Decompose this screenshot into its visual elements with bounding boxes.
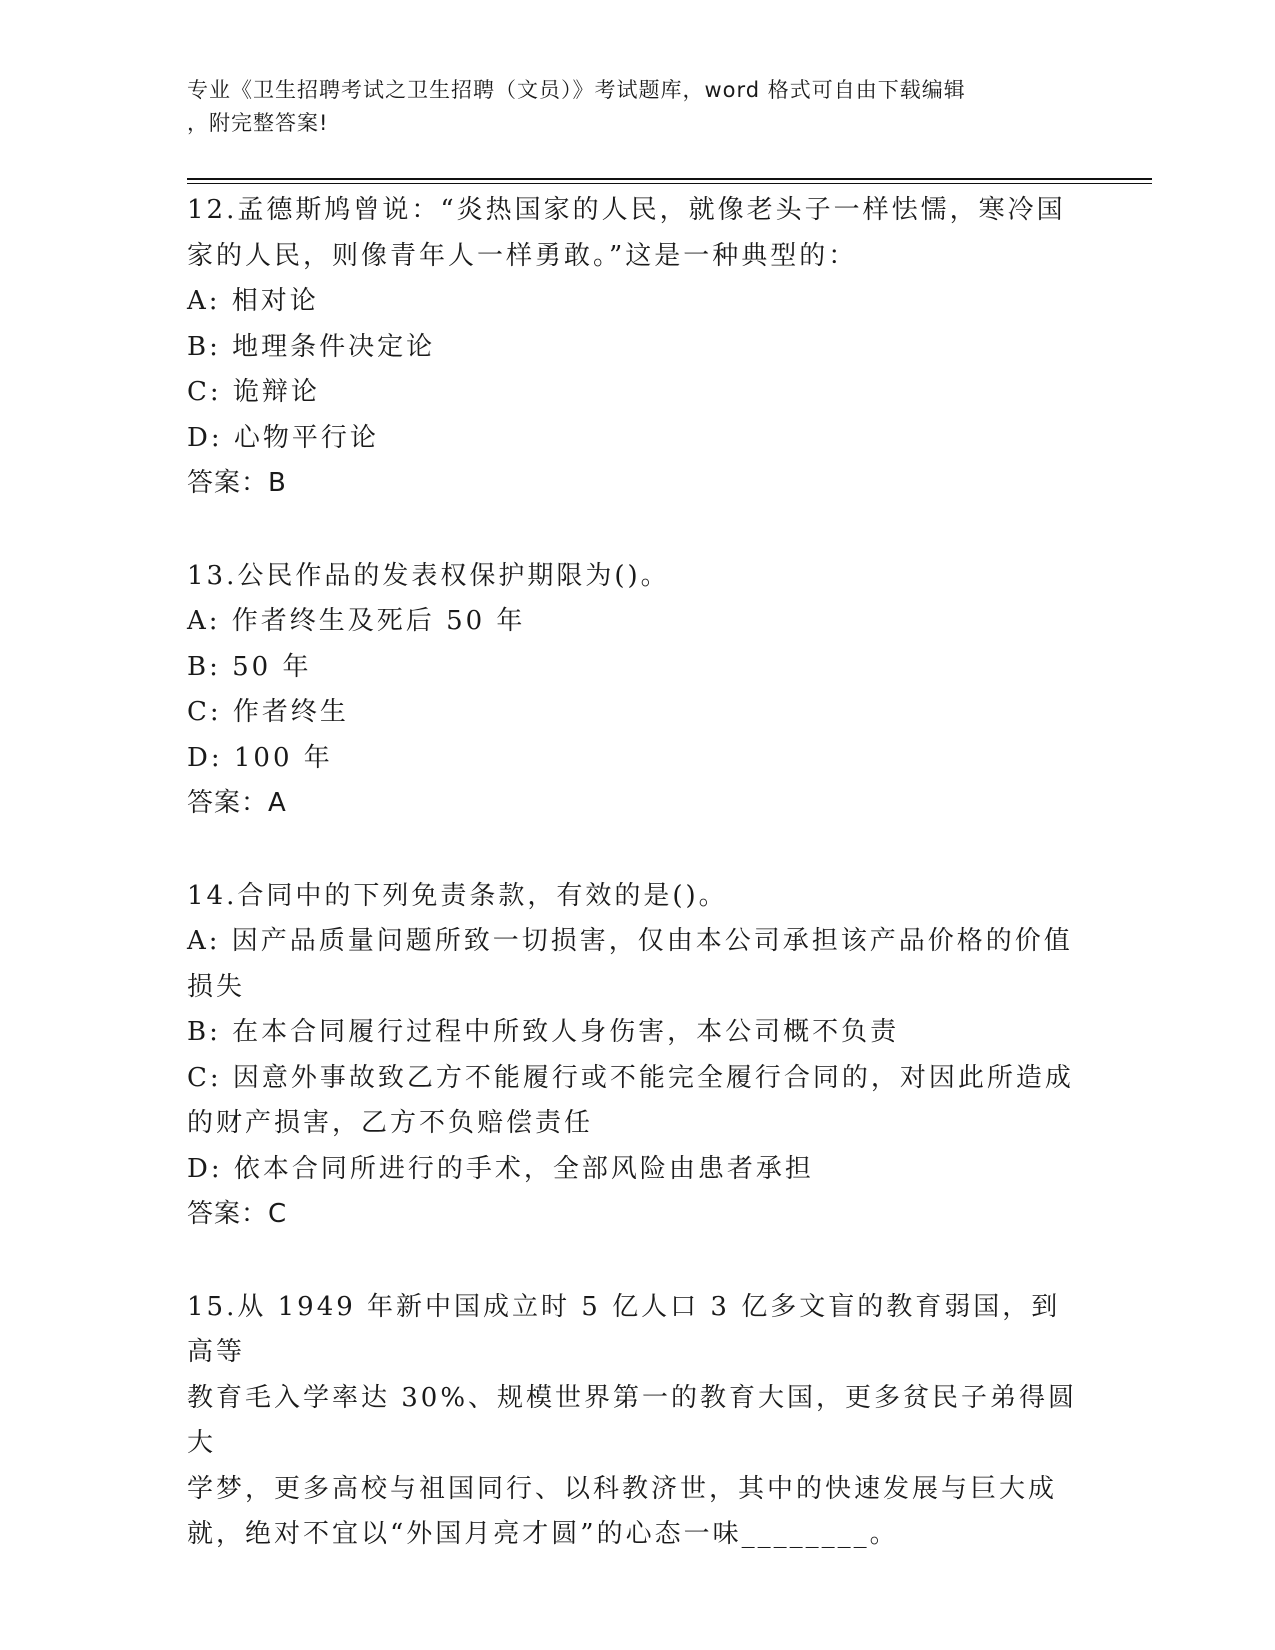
answer-label: 答案：: [187, 788, 269, 818]
option-line: B: 在本合同履行过程中所致人身伤害，本公司概不负责: [187, 1017, 900, 1047]
option-line: B: 50 年: [187, 651, 312, 682]
answer-value: A: [268, 788, 287, 818]
header-line-1: 专业《卫生招聘考试之卫生招聘（文员）》考试题库，word 格式可自由下载编辑: [187, 78, 966, 102]
question-block: [187, 1285, 1087, 1558]
question-block: [187, 874, 1087, 1238]
answer-line: [187, 781, 1087, 827]
question-stem-line: 教育毛入学率达 30%、规模世界第一的教育大国，更多贫民子弟得圆大: [187, 1382, 1078, 1458]
header-line-2: ，附完整答案!: [187, 111, 329, 135]
answer-line: [187, 461, 1087, 507]
answer-label: 答案：: [187, 1199, 269, 1229]
question-stem-line: 12.孟德斯鸠曾说：“炎热国家的人民，就像老头子一样怯懦，寒冷国: [187, 195, 1066, 225]
answer-label: 答案：: [187, 468, 269, 498]
option-line: C: 因意外事故致乙方不能履行或不能完全履行合同的，对因此所造成: [187, 1062, 1074, 1093]
option-line: A: 因产品质量问题所致一切损害，仅由本公司承担该产品价格的价值: [187, 926, 1073, 956]
question-stem-line: 15.从 1949 年新中国成立时 5 亿人口 3 亿多文盲的教育弱国，到高等: [187, 1291, 1061, 1367]
option-line: 的财产损害，乙方不负赔偿责任: [187, 1108, 594, 1138]
answer-value: B: [268, 468, 287, 498]
option-line: A: 作者终生及死后 50 年: [187, 606, 526, 636]
question-stem-line: 13.公民作品的发表权保护期限为()。: [187, 560, 670, 591]
option-line: B: 地理条件决定论: [187, 331, 436, 362]
option-line: A: 相对论: [187, 286, 319, 316]
question-block: [187, 188, 1087, 507]
option-line: D: 依本合同所进行的手术，全部风险由患者承担: [187, 1153, 814, 1184]
option-line: 损失: [187, 971, 246, 1002]
option-line: D: 心物平行论: [187, 422, 379, 453]
question-stem-line: 家的人民，则像青年人一样勇敢。”这是一种典型的：: [187, 240, 858, 271]
answer-value: C: [268, 1199, 288, 1229]
question-block: [187, 554, 1087, 827]
option-line: C: 作者终生: [187, 697, 349, 727]
header-divider-thick: [187, 178, 1152, 180]
question-stem-line: 14.合同中的下列免责条款，有效的是()。: [187, 880, 728, 911]
option-line: D: 100 年: [187, 742, 333, 773]
question-list: [187, 188, 1087, 1605]
question-stem-line: 学梦，更多高校与祖国同行、以科教济世，其中的快速发展与巨大成: [187, 1473, 1058, 1504]
header-divider-thin: [187, 183, 1152, 184]
answer-line: [187, 1192, 1087, 1238]
document-header: [187, 74, 1067, 140]
question-stem-line: 就，绝对不宜以“外国月亮才圆”的心态一味________。: [187, 1519, 899, 1549]
option-line: C: 诡辩论: [187, 377, 320, 407]
